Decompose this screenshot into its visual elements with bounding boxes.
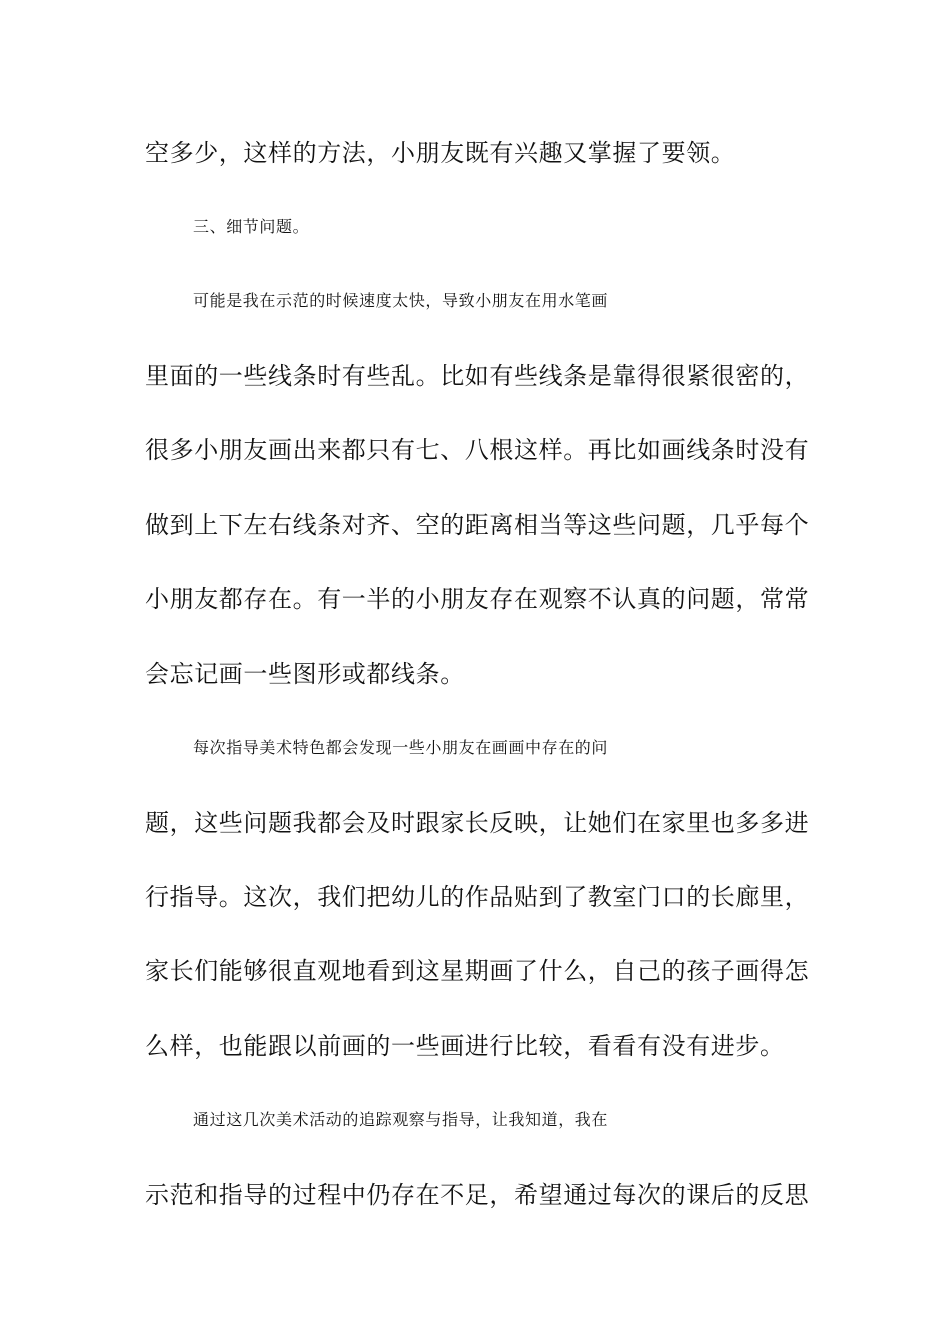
text-line: 么样，也能跟以前画的一些画进行比较，看看有没有进步。 xyxy=(145,1032,785,1060)
text-line: 每次指导美术特色都会发现一些小朋友在画画中存在的问 xyxy=(193,738,609,757)
text-line: 空多少，这样的方法，小朋友既有兴趣又掌握了要领。 xyxy=(145,139,736,167)
section-heading: 三、细节问题。 xyxy=(193,217,310,236)
text-line: 题，这些问题我都会及时跟家长反映，让她们在家里也多多进 xyxy=(145,809,810,837)
text-line: 做到上下左右线条对齐、空的距离相当等这些问题，几乎每个 xyxy=(145,511,810,539)
text-line: 会忘记画一些图形或都线条。 xyxy=(145,660,465,688)
text-line: 小朋友都存在。有一半的小朋友存在观察不认真的问题，常常 xyxy=(145,585,810,613)
text-line: 里面的一些线条时有些乱。比如有些线条是靠得很紧很密的， xyxy=(145,362,810,390)
text-line: 示范和指导的过程中仍存在不足，希望通过每次的课后的反思 xyxy=(145,1181,810,1209)
text-line: 行指导。这次，我们把幼儿的作品贴到了教室门口的长廊里， xyxy=(145,883,810,911)
text-line: 可能是我在示范的时候速度太快，导致小朋友在用水笔画 xyxy=(193,291,609,310)
text-line: 通过这几次美术活动的追踪观察与指导，让我知道，我在 xyxy=(193,1110,609,1129)
text-line: 很多小朋友画出来都只有七、八根这样。再比如画线条时没有 xyxy=(145,436,810,464)
text-line: 家长们能够很直观地看到这星期画了什么，自己的孩子画得怎 xyxy=(145,957,810,985)
